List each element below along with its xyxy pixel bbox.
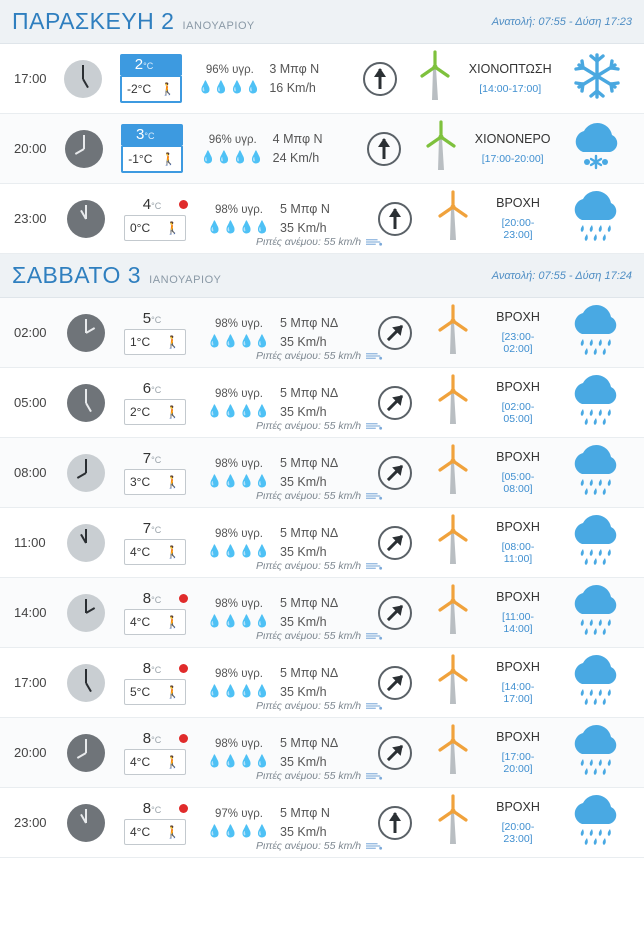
wind-turbine-icon xyxy=(431,190,475,247)
gust-icon xyxy=(365,237,383,245)
clock-cell xyxy=(62,454,110,492)
gust-icon xyxy=(365,841,383,849)
wind-direction-arrow-icon xyxy=(367,132,401,166)
temp-high: 2°C xyxy=(120,54,182,75)
wind-cell xyxy=(276,594,368,630)
row-time: 05:00 xyxy=(14,395,47,410)
wind-turbine-cell xyxy=(422,190,484,247)
humidity-drops-icon: 💧💧💧💧 xyxy=(200,149,265,164)
row-time: 23:00 xyxy=(14,211,47,226)
wind-gust-info: Ριπές ανέμου: 55 km/h xyxy=(256,700,383,712)
clock-icon xyxy=(67,314,105,352)
wind-turbine-cell xyxy=(422,304,484,361)
condition-cell xyxy=(484,310,552,355)
condition-cell xyxy=(484,196,552,241)
temp-low: 4°C xyxy=(130,755,151,769)
clock-cell xyxy=(62,524,110,562)
wind-direction-arrow-icon xyxy=(378,202,412,236)
humidity-drops-icon: 💧💧💧💧 xyxy=(207,683,271,698)
row-time: 17:00 xyxy=(14,71,47,86)
wind-cell xyxy=(276,384,368,420)
wind-gust-info: Ριπές ανέμου: 55 km/h xyxy=(256,560,383,572)
row-time: 23:00 xyxy=(14,815,47,830)
person-icon: 🚶 xyxy=(165,545,180,559)
forecast-row-wrapper xyxy=(0,578,644,648)
condition-name: ΒΡΟΧΗ xyxy=(496,590,540,604)
clock-icon xyxy=(67,454,105,492)
rain-icon xyxy=(565,443,625,502)
wind-turbine-cell xyxy=(422,514,484,571)
wind-beaufort: 4 Μπφ Ν xyxy=(272,132,323,147)
wind-beaufort: 5 Μπφ ΝΔ xyxy=(280,666,339,681)
wind-turbine-icon xyxy=(431,444,475,501)
row-time: 17:00 xyxy=(14,675,47,690)
condition-period: [11:00-14:00] xyxy=(502,611,534,635)
wind-direction-arrow-icon xyxy=(378,316,412,350)
humidity-cell xyxy=(194,64,265,94)
wind-kmh: 35 Km/h xyxy=(280,404,327,419)
wind-cell xyxy=(276,454,368,490)
temp-high: 3°C xyxy=(121,124,183,145)
condition-period: [20:00-23:00] xyxy=(501,217,535,241)
wind-direction-arrow-icon xyxy=(378,806,412,840)
alert-dot-icon xyxy=(179,664,188,673)
condition-period: [14:00-17:00] xyxy=(479,83,542,95)
humidity-value: 98% υγρ. xyxy=(215,667,263,680)
feels-like-box xyxy=(124,399,186,425)
condition-period: [17:00-20:00] xyxy=(501,751,535,775)
condition-name: ΒΡΟΧΗ xyxy=(496,310,540,324)
person-icon: 🚶 xyxy=(160,82,175,96)
forecast-row-wrapper xyxy=(0,44,644,114)
humidity-value: 96% υγρ. xyxy=(208,133,257,146)
gust-icon xyxy=(365,771,383,779)
wind-cell xyxy=(276,200,368,236)
humidity-cell xyxy=(202,388,276,418)
temp-low: 1°C xyxy=(130,335,151,349)
temp-low: 4°C xyxy=(130,615,151,629)
condition-cell xyxy=(484,450,552,495)
weather-icon-cell xyxy=(552,513,638,572)
rain-icon xyxy=(565,303,625,362)
feels-like-box xyxy=(121,145,183,173)
rain-icon xyxy=(565,723,625,782)
wind-direction-cell xyxy=(368,806,422,840)
forecast-row[interactable] xyxy=(0,44,644,114)
humidity-value: 97% υγρ. xyxy=(215,807,263,820)
temp-low: 5°C xyxy=(130,685,151,699)
gust-icon xyxy=(365,351,383,359)
wind-direction-cell xyxy=(368,736,422,770)
wind-kmh: 35 Km/h xyxy=(280,220,327,235)
wind-direction-cell xyxy=(368,202,422,236)
temp-high: 5°C xyxy=(142,310,162,327)
condition-cell xyxy=(484,800,552,845)
wind-cell xyxy=(265,60,353,96)
humidity-cell xyxy=(202,318,276,348)
clock-cell xyxy=(62,384,110,422)
condition-period: [02:00-05:00] xyxy=(501,401,535,425)
feels-like-box xyxy=(124,819,186,845)
temperature-cell xyxy=(110,590,202,635)
humidity-cell xyxy=(202,204,276,234)
wind-direction-cell xyxy=(358,132,410,166)
temp-high: 6°C xyxy=(142,380,162,397)
snow-icon xyxy=(570,49,624,108)
clock-icon xyxy=(65,130,103,168)
weather-icon-cell xyxy=(552,373,638,432)
forecast-row-wrapper xyxy=(0,788,644,858)
wind-kmh: 24 Km/h xyxy=(272,150,320,165)
person-icon: 🚶 xyxy=(165,221,180,235)
day-header xyxy=(0,0,644,44)
alert-dot-icon xyxy=(179,734,188,743)
condition-cell xyxy=(484,520,552,565)
forecast-row-wrapper xyxy=(0,718,644,788)
humidity-cell xyxy=(202,668,276,698)
wind-beaufort: 5 Μπφ ΝΔ xyxy=(280,316,339,331)
wind-gust-info: Ριπές ανέμου: 55 km/h xyxy=(256,350,383,362)
wind-turbine-icon xyxy=(431,374,475,431)
wind-turbine-cell xyxy=(422,444,484,501)
condition-name: ΒΡΟΧΗ xyxy=(496,730,540,744)
wind-kmh: 35 Km/h xyxy=(280,544,327,559)
wind-turbine-icon xyxy=(431,584,475,641)
wind-cell xyxy=(276,314,368,350)
day-title: ΣΑΒΒΑΤΟ 3 xyxy=(12,262,142,288)
wind-gust-info: Ριπές ανέμου: 55 km/h xyxy=(256,770,383,782)
weather-icon-cell xyxy=(552,583,638,642)
humidity-cell xyxy=(202,458,276,488)
condition-period: [08:00-11:00] xyxy=(501,541,535,565)
wind-beaufort: 5 Μπφ Ν xyxy=(280,806,330,821)
humidity-value: 98% υγρ. xyxy=(215,597,263,610)
day-month: ΙΑΝΟΥΑΡΙΟΥ xyxy=(149,273,222,286)
wind-cell xyxy=(269,130,358,166)
forecast-row[interactable] xyxy=(0,114,644,184)
humidity-value: 98% υγρ. xyxy=(215,203,263,216)
wind-kmh: 35 Km/h xyxy=(280,474,327,489)
condition-name: ΒΡΟΧΗ xyxy=(496,660,540,674)
alert-dot-icon xyxy=(179,804,188,813)
wind-kmh: 35 Km/h xyxy=(280,614,327,629)
temp-high: 8°C xyxy=(142,590,162,607)
wind-turbine-icon xyxy=(431,794,475,851)
clock-cell xyxy=(61,130,108,168)
clock-icon xyxy=(64,60,102,98)
condition-cell xyxy=(484,380,552,425)
forecast-row-wrapper xyxy=(0,184,644,254)
sunrise-sunset-info: Ανατολή: 07:55 - Δύση 17:24 xyxy=(491,269,632,282)
person-icon: 🚶 xyxy=(165,685,180,699)
feels-like-box xyxy=(124,215,186,241)
condition-name: ΧΙΟΝΟΝΕΡΟ xyxy=(474,132,551,146)
temperature-cell xyxy=(106,54,194,103)
humidity-value: 98% υγρ. xyxy=(215,737,263,750)
wind-kmh: 35 Km/h xyxy=(280,824,327,839)
condition-name: ΒΡΟΧΗ xyxy=(496,520,540,534)
condition-cell xyxy=(484,590,552,635)
wind-beaufort: 5 Μπφ ΝΔ xyxy=(280,386,339,401)
wind-direction-arrow-icon xyxy=(363,62,397,96)
row-time: 11:00 xyxy=(14,535,46,550)
temp-low: 0°C xyxy=(130,221,151,235)
temp-high: 8°C xyxy=(142,800,162,817)
temp-low: 2°C xyxy=(130,405,151,419)
clock-icon xyxy=(67,664,105,702)
rain-icon xyxy=(565,373,625,432)
person-icon: 🚶 xyxy=(165,405,180,419)
condition-name: ΒΡΟΧΗ xyxy=(496,800,540,814)
alert-dot-icon xyxy=(179,200,188,209)
clock-cell xyxy=(62,804,110,842)
wind-kmh: 35 Km/h xyxy=(280,334,327,349)
humidity-drops-icon: 💧💧💧💧 xyxy=(207,333,271,348)
person-icon: 🚶 xyxy=(161,152,177,166)
humidity-value: 96% υγρ. xyxy=(205,63,254,76)
humidity-cell xyxy=(202,808,276,838)
temp-high: 8°C xyxy=(142,730,162,747)
clock-icon xyxy=(67,524,105,562)
wind-gust-info: Ριπές ανέμου: 55 km/h xyxy=(256,630,383,642)
wind-beaufort: 5 Μπφ Ν xyxy=(280,202,330,217)
day-month: ΙΑΝΟΥΑΡΙΟΥ xyxy=(182,19,255,32)
wind-turbine-cell xyxy=(422,374,484,431)
feels-like-box xyxy=(124,749,186,775)
wind-cell xyxy=(276,734,368,770)
temp-high: 7°C xyxy=(142,520,162,537)
condition-name: ΒΡΟΧΗ xyxy=(496,380,540,394)
person-icon: 🚶 xyxy=(165,475,180,489)
temperature-cell xyxy=(110,310,202,355)
weather-icon-cell xyxy=(556,49,638,108)
feels-like-box xyxy=(124,329,186,355)
clock-cell xyxy=(62,314,110,352)
condition-period: [20:00-23:00] xyxy=(501,821,535,845)
person-icon: 🚶 xyxy=(165,335,180,349)
gust-icon xyxy=(365,701,383,709)
wind-turbine-icon xyxy=(431,514,475,571)
forecast-row-wrapper xyxy=(0,298,644,368)
forecast-row-wrapper xyxy=(0,438,644,508)
wind-beaufort: 3 Μπφ Ν xyxy=(269,62,320,77)
humidity-drops-icon: 💧💧💧💧 xyxy=(207,403,271,418)
clock-cell xyxy=(62,664,110,702)
humidity-cell xyxy=(202,528,276,558)
humidity-drops-icon: 💧💧💧💧 xyxy=(207,543,271,558)
wind-turbine-icon xyxy=(419,120,463,177)
temp-low: 3°C xyxy=(130,475,151,489)
wind-beaufort: 5 Μπφ ΝΔ xyxy=(280,736,339,751)
temperature-cell xyxy=(107,124,197,173)
temperature-cell xyxy=(110,800,202,845)
temp-high: 4°C xyxy=(142,196,162,213)
temperature-cell xyxy=(110,196,202,241)
temperature-cell xyxy=(110,520,202,565)
weather-icon-cell xyxy=(552,653,638,712)
wind-direction-arrow-icon xyxy=(378,526,412,560)
weather-icon-cell xyxy=(552,723,638,782)
row-time: 20:00 xyxy=(14,141,47,156)
clock-icon xyxy=(67,804,105,842)
humidity-value: 98% υγρ. xyxy=(215,317,263,330)
wind-turbine-icon xyxy=(431,654,475,711)
wind-turbine-icon xyxy=(431,304,475,361)
wind-gust-info: Ριπές ανέμου: 55 km/h xyxy=(256,840,383,852)
wind-gust-info: Ριπές ανέμου: 55 km/h xyxy=(256,236,383,248)
forecast-row-wrapper xyxy=(0,114,644,184)
condition-name: ΒΡΟΧΗ xyxy=(496,450,540,464)
temperature-cell xyxy=(110,660,202,705)
temp-low: 4°C xyxy=(130,545,151,559)
weather-icon-cell xyxy=(552,189,638,248)
forecast-row-wrapper xyxy=(0,648,644,718)
feels-like-box xyxy=(124,469,186,495)
wind-cell xyxy=(276,524,368,560)
humidity-value: 98% υγρ. xyxy=(215,387,263,400)
clock-icon xyxy=(67,594,105,632)
sunrise-sunset-info: Ανατολή: 07:55 - Δύση 17:23 xyxy=(491,15,632,28)
wind-direction-cell xyxy=(368,386,422,420)
feels-like-box xyxy=(120,75,182,103)
wind-direction-arrow-icon xyxy=(378,596,412,630)
clock-cell xyxy=(62,594,110,632)
wind-kmh: 35 Km/h xyxy=(280,754,327,769)
clock-icon xyxy=(67,200,105,238)
wind-turbine-cell xyxy=(422,724,484,781)
condition-cell xyxy=(484,660,552,705)
condition-name: ΧΙΟΝΟΠΤΩΣΗ xyxy=(468,62,552,76)
weather-icon-cell xyxy=(552,303,638,362)
wind-direction-arrow-icon xyxy=(378,736,412,770)
wind-beaufort: 5 Μπφ ΝΔ xyxy=(280,596,339,611)
weather-icon-cell xyxy=(555,120,639,177)
humidity-drops-icon: 💧💧💧💧 xyxy=(207,753,271,768)
condition-period: [05:00-08:00] xyxy=(501,471,535,495)
wind-beaufort: 5 Μπφ ΝΔ xyxy=(280,526,339,541)
temperature-cell xyxy=(110,730,202,775)
condition-period: [17:00-20:00] xyxy=(481,153,544,165)
person-icon: 🚶 xyxy=(165,615,180,629)
temp-low: -1°C xyxy=(128,152,153,166)
wind-kmh: 16 Km/h xyxy=(269,80,316,95)
wind-direction-cell xyxy=(368,316,422,350)
humidity-drops-icon: 💧💧💧💧 xyxy=(207,613,271,628)
temp-high: 7°C xyxy=(142,450,162,467)
wind-cell xyxy=(276,804,368,840)
wind-cell xyxy=(276,664,368,700)
clock-cell xyxy=(62,734,110,772)
condition-period: [14:00-17:00] xyxy=(501,681,535,705)
clock-cell xyxy=(62,200,110,238)
row-time: 20:00 xyxy=(14,745,47,760)
person-icon: 🚶 xyxy=(165,755,180,769)
condition-name: ΒΡΟΧΗ xyxy=(496,196,540,210)
rain-icon xyxy=(565,653,625,712)
humidity-cell xyxy=(202,738,276,768)
wind-direction-cell xyxy=(368,666,422,700)
wind-turbine-cell xyxy=(411,120,471,177)
temp-high: 8°C xyxy=(142,660,162,677)
wind-turbine-cell xyxy=(422,794,484,851)
row-time: 02:00 xyxy=(14,325,47,340)
day-header xyxy=(0,254,644,298)
weather-icon-cell xyxy=(552,793,638,852)
wind-direction-arrow-icon xyxy=(378,666,412,700)
condition-period: [23:00-02:00] xyxy=(501,331,535,355)
wind-direction-cell xyxy=(368,456,422,490)
temp-low: -2°C xyxy=(127,82,152,96)
temp-low: 4°C xyxy=(130,825,151,839)
forecast-row-wrapper xyxy=(0,508,644,578)
wind-gust-info: Ριπές ανέμου: 55 km/h xyxy=(256,490,383,502)
clock-cell xyxy=(60,60,106,98)
forecast-row-wrapper xyxy=(0,368,644,438)
sleet-icon xyxy=(566,120,626,177)
humidity-cell xyxy=(202,598,276,628)
wind-direction-arrow-icon xyxy=(378,456,412,490)
alert-dot-icon xyxy=(179,594,188,603)
wind-direction-cell xyxy=(354,62,406,96)
wind-beaufort: 5 Μπφ ΝΔ xyxy=(280,456,339,471)
wind-turbine-cell xyxy=(422,584,484,641)
weather-icon-cell xyxy=(552,443,638,502)
clock-icon xyxy=(67,384,105,422)
rain-icon xyxy=(565,793,625,852)
rain-icon xyxy=(565,583,625,642)
feels-like-box xyxy=(124,539,186,565)
humidity-cell xyxy=(197,134,269,164)
humidity-value: 98% υγρ. xyxy=(215,457,263,470)
wind-turbine-icon xyxy=(431,724,475,781)
humidity-drops-icon: 💧💧💧💧 xyxy=(207,219,271,234)
clock-icon xyxy=(67,734,105,772)
temperature-cell xyxy=(110,380,202,425)
gust-icon xyxy=(365,561,383,569)
gust-icon xyxy=(365,631,383,639)
gust-icon xyxy=(365,421,383,429)
feels-like-box xyxy=(124,679,186,705)
rain-icon xyxy=(565,513,625,572)
temperature-cell xyxy=(110,450,202,495)
condition-cell xyxy=(465,62,556,95)
wind-turbine-cell xyxy=(422,654,484,711)
row-time: 08:00 xyxy=(14,465,47,480)
wind-turbine-icon xyxy=(413,50,457,107)
wind-direction-cell xyxy=(368,596,422,630)
day-title: ΠΑΡΑΣΚΕΥΗ 2 xyxy=(12,8,175,34)
wind-direction-cell xyxy=(368,526,422,560)
condition-cell xyxy=(471,132,555,165)
person-icon: 🚶 xyxy=(165,825,180,839)
humidity-drops-icon: 💧💧💧💧 xyxy=(207,823,271,838)
humidity-drops-icon: 💧💧💧💧 xyxy=(207,473,271,488)
wind-gust-info: Ριπές ανέμου: 55 km/h xyxy=(256,420,383,432)
humidity-drops-icon: 💧💧💧💧 xyxy=(197,79,262,94)
gust-icon xyxy=(365,491,383,499)
wind-turbine-cell xyxy=(405,50,464,107)
rain-icon xyxy=(565,189,625,248)
row-time: 14:00 xyxy=(14,605,47,620)
condition-cell xyxy=(484,730,552,775)
feels-like-box xyxy=(124,609,186,635)
wind-direction-arrow-icon xyxy=(378,386,412,420)
wind-kmh: 35 Km/h xyxy=(280,684,327,699)
humidity-value: 98% υγρ. xyxy=(215,527,263,540)
